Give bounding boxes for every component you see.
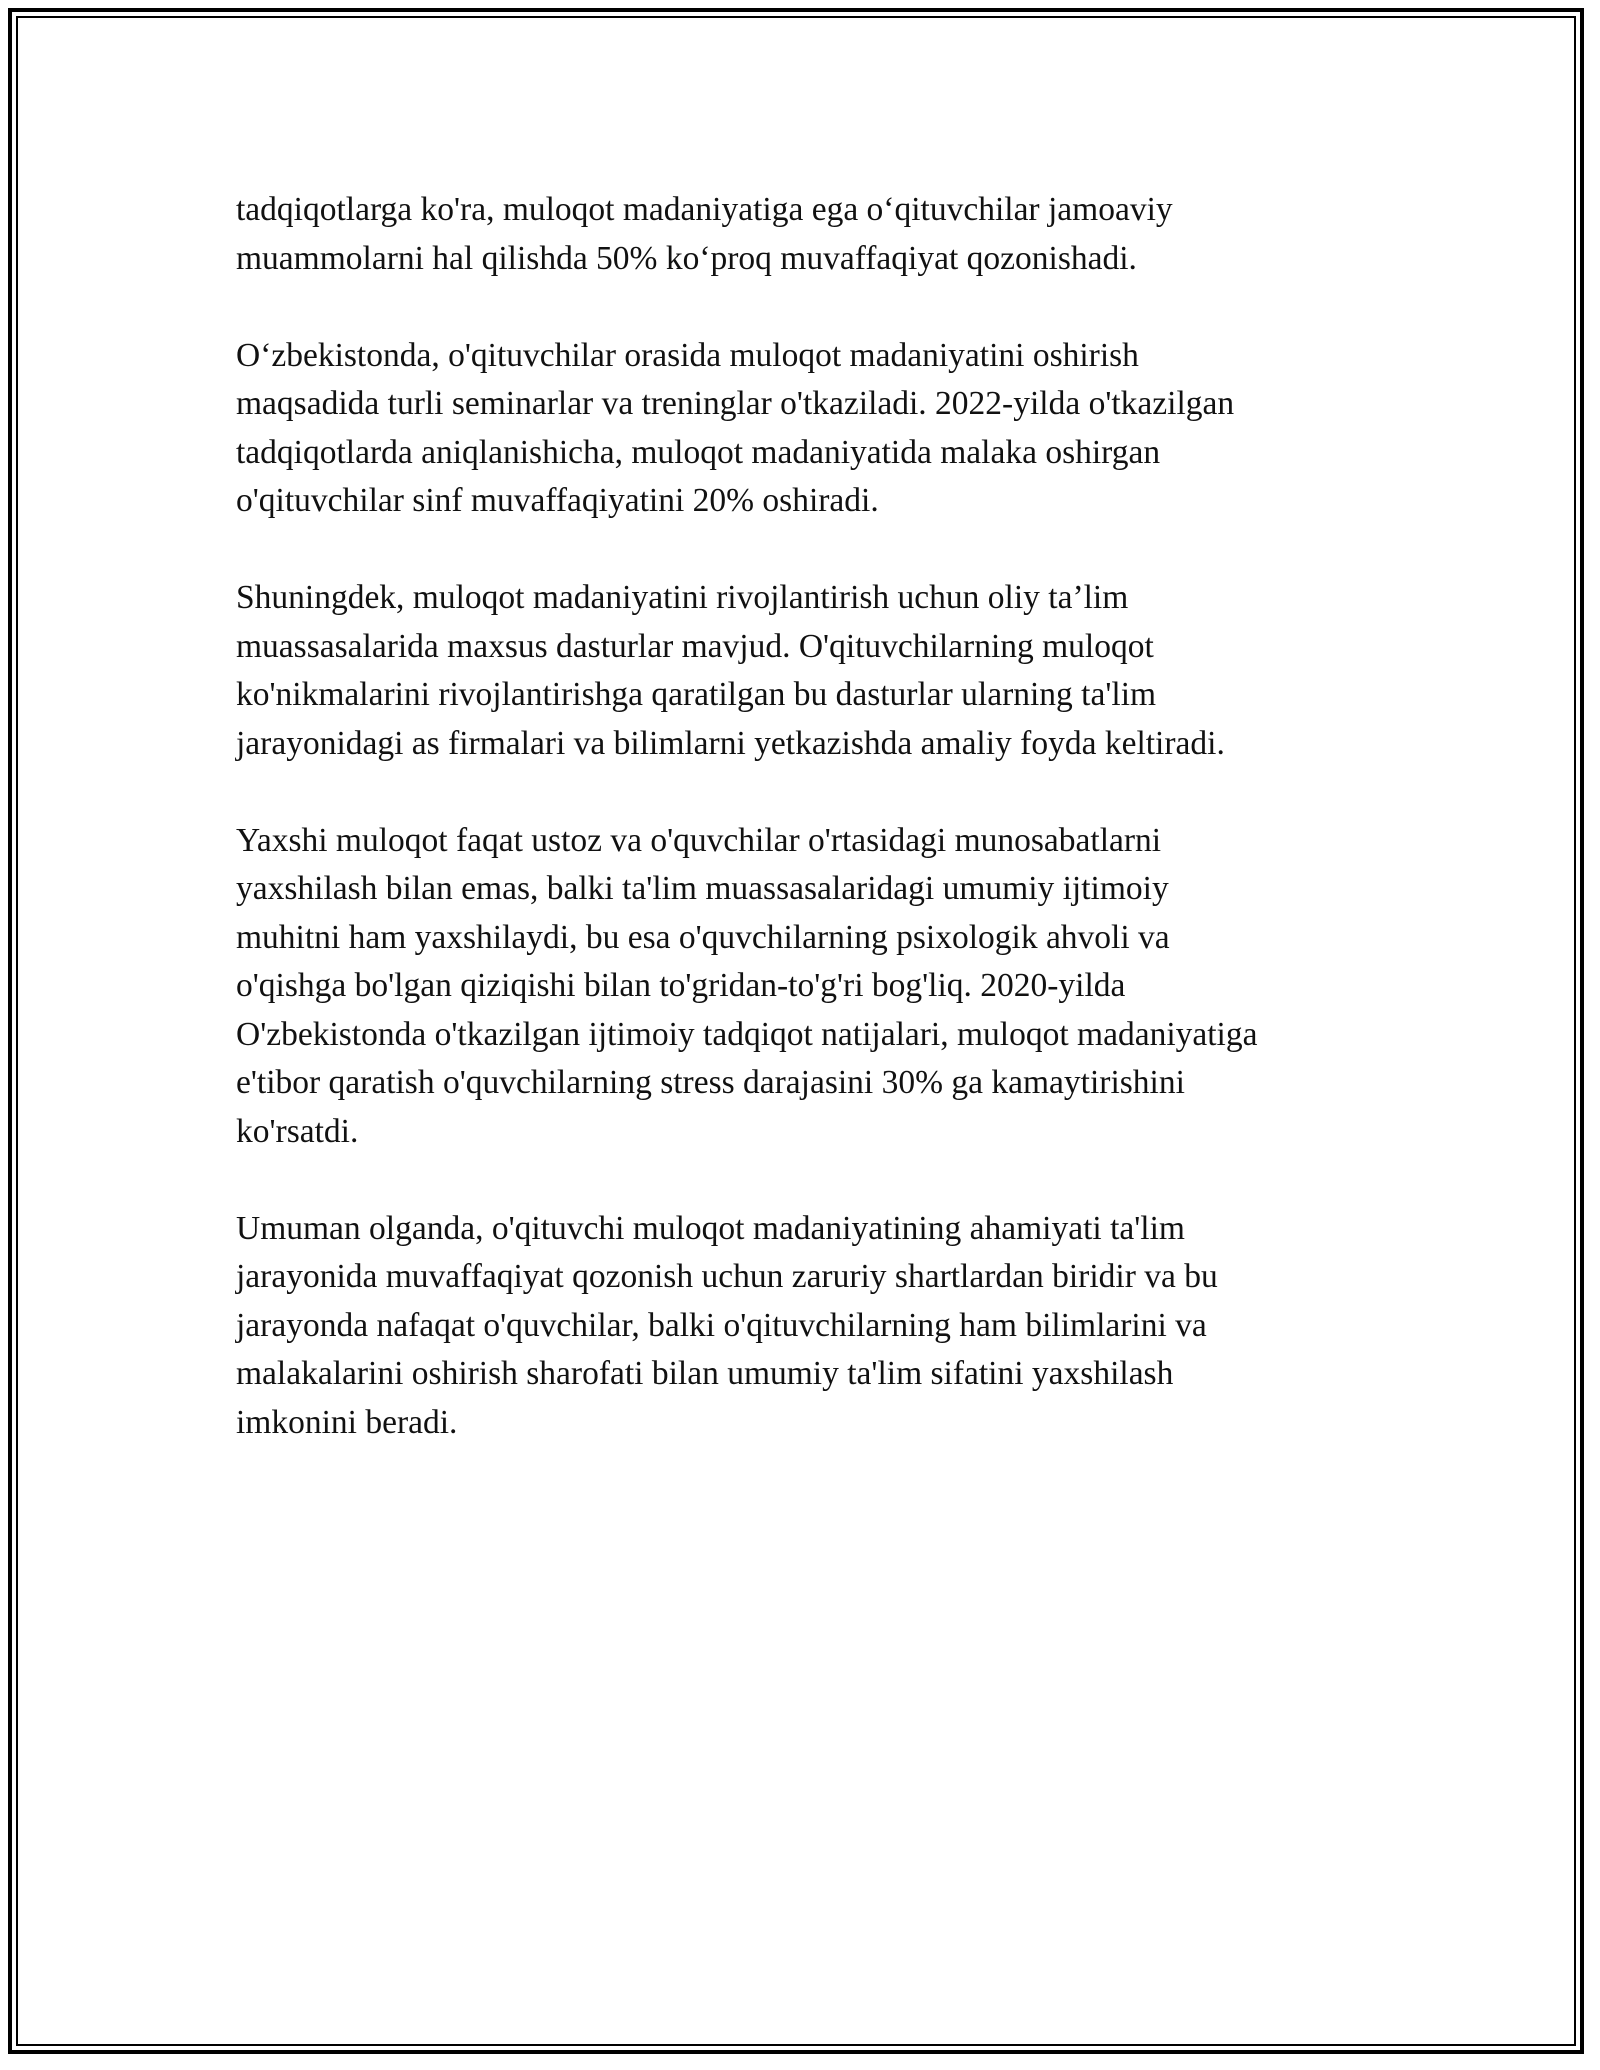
text-line: Yaxshi muloqot faqat ustoz va o'quvchilar o'rtasidagi munosabatlarni bbox=[236, 821, 1162, 859]
paragraph-5 bbox=[236, 1205, 1356, 1448]
text-line: malakalarini oshirish sharofati bilan umumiy ta'lim sifatini yaxshilash bbox=[236, 1355, 1174, 1392]
text-line: tadqiqotlarda aniqlanishicha, muloqot madaniyatida malaka oshirgan bbox=[236, 433, 1161, 471]
text-line: jarayonida muvaffaqiyat qozonish uchun zaruriy shartlardan biridir va bu bbox=[236, 1258, 1218, 1295]
text-line: imkonini beradi. bbox=[236, 1403, 458, 1441]
text-line: jarayonidagi as firmalari va bilimlarni yetkazishda amaliy foyda keltiradi. bbox=[236, 724, 1225, 762]
text-line: maqsadida turli seminarlar va treninglar o'tkaziladi. 2022-yilda o'tkazilgan bbox=[236, 385, 1235, 422]
document-body bbox=[236, 186, 1356, 1496]
text-line: yaxshilash bilan emas, balki ta'lim muassasalaridagi umumiy ijtimoiy bbox=[236, 870, 1169, 907]
text-line: jarayonda nafaqat o'quvchilar, balki o'qituvchilarning ham bilimlarini va bbox=[236, 1306, 1207, 1344]
paragraph-4 bbox=[236, 817, 1356, 1157]
text-line: o'qishga bo'lgan qiziqishi bilan to'gridan-to'g'ri bog'liq. 2020-yilda bbox=[236, 967, 1126, 1004]
text-line: muhitni ham yaxshilaydi, bu esa o'quvchilarning psixologik ahvoli va bbox=[236, 918, 1170, 956]
text-line: O‘zbekistonda, o'qituvchilar orasida muloqot madaniyatini oshirish bbox=[236, 336, 1139, 374]
text-line: e'tibor qaratish o'quvchilarning stress darajasini 30% ga kamaytirishini bbox=[236, 1064, 1185, 1101]
text-line: tadqiqotlarga ko'ra, muloqot madaniyatiga ega o‘qituvchilar jamoaviy bbox=[236, 191, 1173, 228]
text-line: ko'rsatdi. bbox=[236, 1112, 359, 1150]
paragraph-1 bbox=[236, 186, 1356, 283]
text-line: o'qituvchilar sinf muvaffaqiyatini 20% oshiradi. bbox=[236, 482, 879, 519]
paragraph-2 bbox=[236, 332, 1356, 526]
text-line: muassasalarida maxsus dasturlar mavjud. O'qituvchilarning muloqot bbox=[236, 627, 1154, 665]
text-line: O'zbekistonda o'tkazilgan ijtimoiy tadqiqot natijalari, muloqot madaniyatiga bbox=[236, 1015, 1258, 1053]
paragraph-3 bbox=[236, 574, 1356, 768]
text-line: ko'nikmalarini rivojlantirishga qaratilgan bu dasturlar ularning ta'lim bbox=[236, 676, 1157, 713]
text-line: Umuman olganda, o'qituvchi muloqot madaniyatining ahamiyati ta'lim bbox=[236, 1209, 1185, 1247]
text-line: muammolarni hal qilishda 50% ko‘proq muvaffaqiyat qozonishadi. bbox=[236, 239, 1137, 277]
text-line: Shuningdek, muloqot madaniyatini rivojlantirish uchun oliy ta’lim bbox=[236, 579, 1129, 616]
